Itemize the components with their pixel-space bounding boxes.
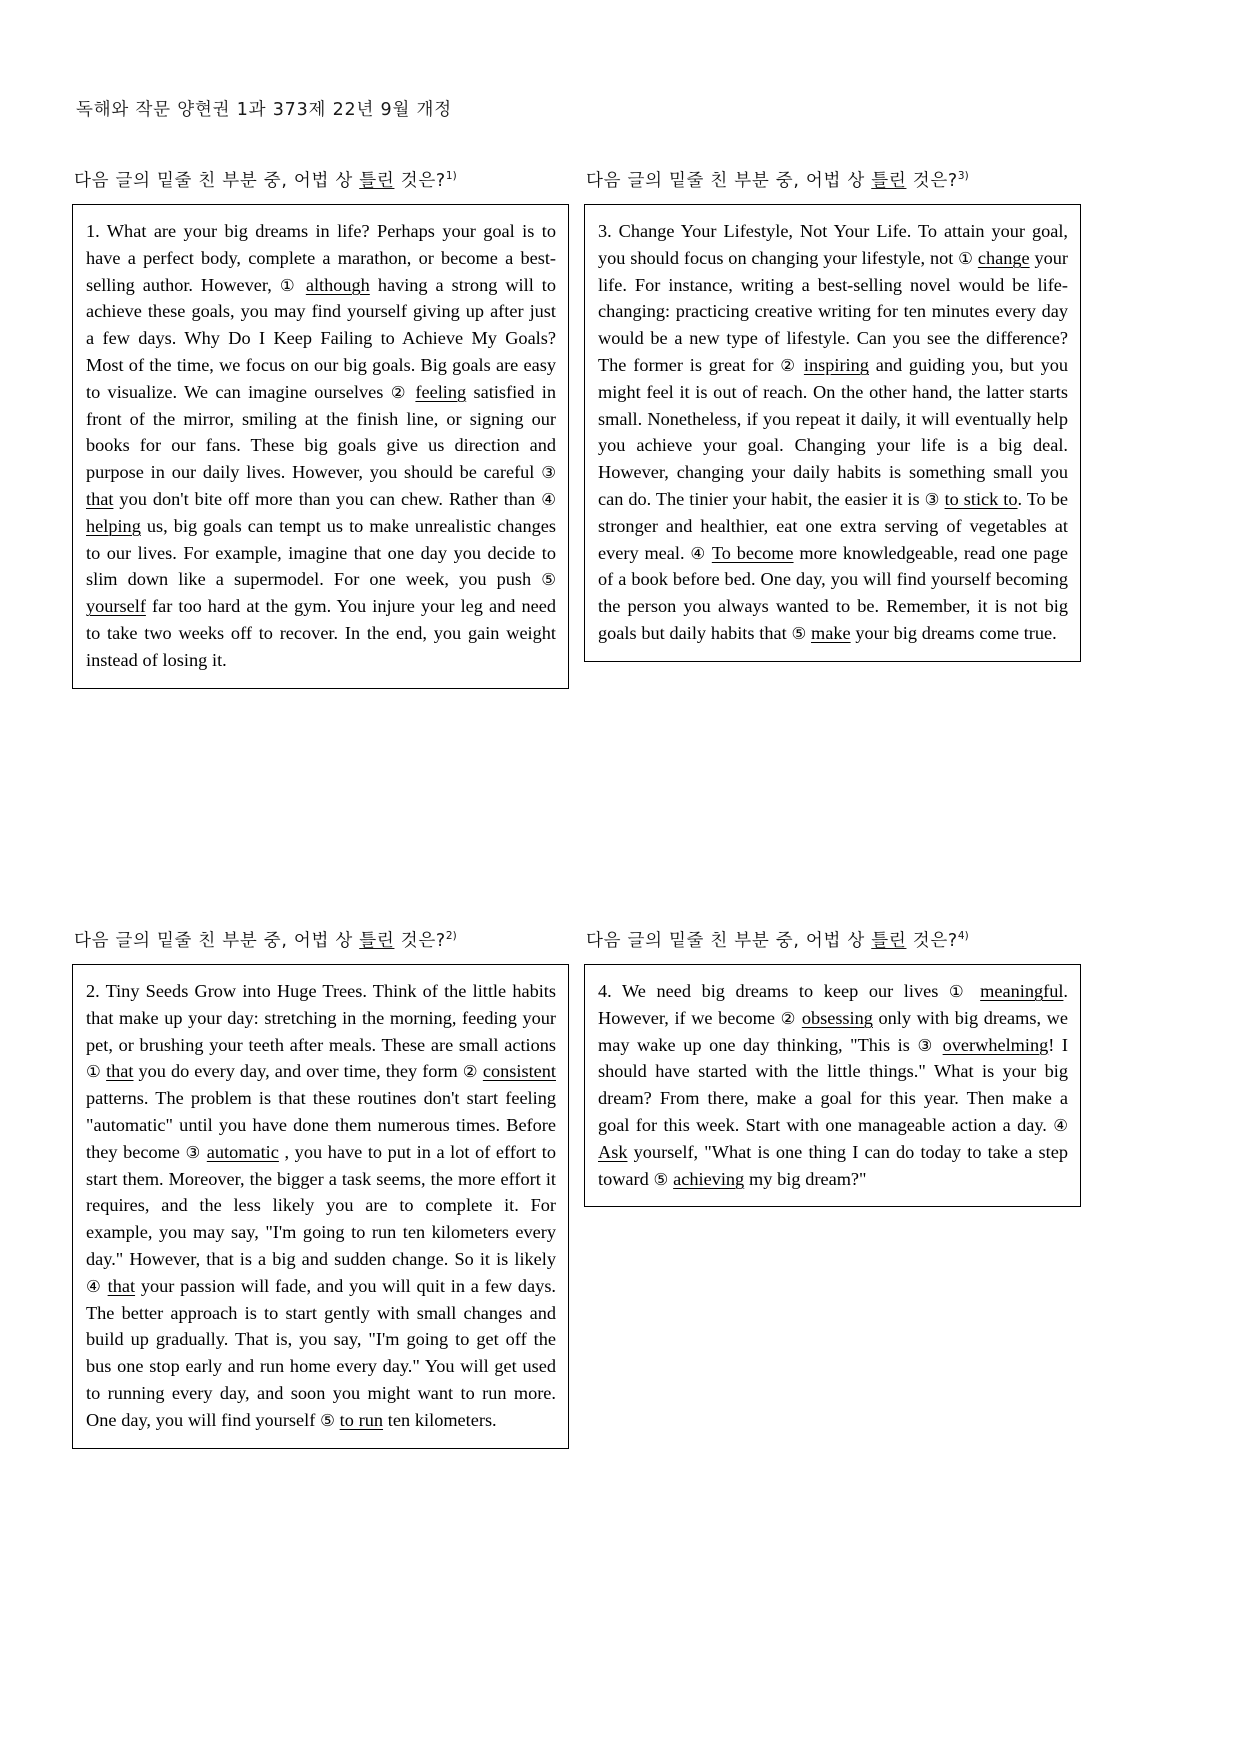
choice-number: ④ <box>690 543 707 563</box>
passage-box-2 <box>72 964 569 1449</box>
question-grid <box>72 167 1170 1449</box>
answer-choice-underline[interactable]: that <box>86 488 114 509</box>
answer-choice-underline[interactable]: Ask <box>598 1141 628 1162</box>
answer-choice-underline[interactable]: make <box>811 622 851 643</box>
choice-number: ① <box>279 275 298 295</box>
answer-choice-underline[interactable]: meaningful <box>980 981 1064 1001</box>
answer-choice-underline[interactable]: achieving <box>673 1168 745 1189</box>
choice-number: ④ <box>1053 1115 1068 1135</box>
choice-number: ③ <box>185 1142 202 1162</box>
question-header-4 <box>586 927 1081 952</box>
choice-number: ② <box>780 1008 797 1028</box>
question-header-prefix: 다음 글의 밑줄 친 부분 중, 어법 상 <box>586 171 872 191</box>
answer-choice-underline[interactable]: yourself <box>86 596 146 617</box>
choice-number: ③ <box>917 1035 936 1055</box>
question-header-1 <box>74 167 569 192</box>
choice-number: ③ <box>541 463 556 483</box>
choice-number: ⑤ <box>653 1169 669 1189</box>
choice-number: ① <box>948 982 970 1001</box>
passage-text-4: 4. We need big dreams to keep our lives ① meaningful. However, if we become ② obsessing only with big dreams, we may wake up one day thinking, "This is ③ overwhelming! I should have started with the little things." What is your big dream? From there, make a goal for this year. Then make a goal for this week. Start with one manageable action a day. ④ Ask yourself, "What is one thing I can do today to take a step toward ⑤ achieving my big dream?" <box>598 981 1069 1189</box>
answer-choice-underline[interactable]: to stick to <box>944 488 1018 509</box>
footnote-marker-1: 1) <box>445 170 457 183</box>
passage-box-4 <box>584 964 1081 1207</box>
question-header-3 <box>586 167 1081 192</box>
question-header-keyword: 틀린 <box>871 171 907 191</box>
answer-choice-underline[interactable]: feeling <box>415 381 467 402</box>
passage-text-1: 1. What are your big dreams in life? Perhaps your goal is to have a perfect body, complete a marathon, or become a best-selling author. However, ① although having a strong will to achieve these goals, you may find yourself giving up after just a few days. Why Do I Keep Failing to Achieve My Goals? Most of the time, we focus on our big goals. Big goals are easy to visualize. We can imagine ourselves ② feeling satisfied in front of the mirror, smiling at the finish line, or signing our books for our fans. These big goals give us direction and purpose in our daily lives. However, you should be careful ③ that you don't bite off more than you can chew. Rather than ④ helping us, big goals can tempt us to make unrealistic changes to our lives. For example, imagine that one day you decide to slim down like a supermodel. For one week, you push ⑤ yourself far too hard at the gym. You injure your leg and need to take two weeks off to recover. In the end, you gain weight instead of losing it. <box>86 221 556 670</box>
choice-number: ② <box>780 355 798 375</box>
answer-choice-underline[interactable]: change <box>977 247 1030 268</box>
answer-choice-underline[interactable]: To become <box>711 542 794 563</box>
question-header-suffix: 것은? <box>906 171 958 191</box>
question-header-suffix: 것은? <box>394 171 446 191</box>
question-header-suffix: 것은? <box>394 931 446 951</box>
question-cell-4 <box>584 927 1081 1207</box>
answer-choice-underline[interactable]: that <box>107 1275 136 1296</box>
passage-text-3: 3. Change Your Lifestyle, Not Your Life. To attain your goal, you should focus on changing your lifestyle, not ① change your life. For instance, writing a best-selling novel would be life-changing: practicing creative writing for ten minutes every day would be a new type of lifestyle. Can you see the difference? The former is great for ② inspiring and guiding you, but you might feel it is out of reach. On the other hand, the latter starts small. Nonetheless, if you repeat it daily, it will eventually help you achieve your goal. Changing your life is a big deal. However, changing your daily habits is something small you can do. The tinier your habit, the easier it is ③ to stick to. To be stronger and healthier, eat one extra serving of vegetables at every meal. ④ To become more knowledgeable, read one page of a book before bed. One day, you will find yourself becoming the person you always wanted to be. Remember, it is not big goals but daily habits that ⑤ make your big dreams come true. <box>598 221 1069 643</box>
answer-choice-underline[interactable]: obsessing <box>801 1007 873 1028</box>
choice-number: ⑤ <box>541 570 556 590</box>
question-header-prefix: 다음 글의 밑줄 친 부분 중, 어법 상 <box>74 171 360 191</box>
footnote-marker-3: 3) <box>957 170 969 183</box>
question-header-suffix: 것은? <box>906 931 958 951</box>
choice-number: ⑤ <box>791 623 807 643</box>
question-header-2 <box>74 927 569 952</box>
document-header: 독해와 작문 양현권 1과 373제 22년 9월 개정 <box>76 100 452 120</box>
choice-number: ② <box>462 1062 478 1082</box>
choice-number: ③ <box>924 489 940 509</box>
answer-choice-underline[interactable]: automatic <box>206 1141 279 1162</box>
choice-number: ② <box>390 382 409 402</box>
choice-number: ① <box>86 1062 102 1082</box>
choice-number: ① <box>958 248 974 268</box>
question-header-prefix: 다음 글의 밑줄 친 부분 중, 어법 상 <box>586 931 872 951</box>
question-cell-2 <box>72 927 569 1449</box>
answer-choice-underline[interactable]: that <box>106 1061 134 1082</box>
passage-text-2: 2. Tiny Seeds Grow into Huge Trees. Think of the little habits that make up your day: stretching in the morning, feeding your pet, or brushing your teeth after meals. These are small actions ① that you do every day, and over time, they form ② consistent patterns. The problem is that these routines don't start feeling "automatic" until you have done them numerous times. Before they become ③ automatic , you have to put in a lot of effort to start them. Moreover, the bigger a task seems, the more effort it requires, and the less likely you are to complete it. For example, you may say, "I'm going to run ten kilometers every day." However, that is a big and sudden change. So it is likely ④ that your passion will fade, and you will quit in a few days. The better approach is to start gently with small changes and build up gradually. That is, you say, "I'm going to get off the bus one stop early and run home every day." You will get used to running every day, and soon you might want to run more. One day, you will find yourself ⑤ to run ten kilometers. <box>86 981 557 1430</box>
answer-choice-underline[interactable]: overwhelming <box>942 1034 1049 1055</box>
question-cell-1 <box>72 167 569 927</box>
question-header-keyword: 틀린 <box>871 931 907 951</box>
answer-choice-underline[interactable]: to run <box>339 1409 384 1430</box>
footnote-marker-4: 4) <box>957 930 969 943</box>
question-cell-3 <box>584 167 1081 927</box>
choice-number: ④ <box>541 489 556 509</box>
question-header-prefix: 다음 글의 밑줄 친 부분 중, 어법 상 <box>74 931 360 951</box>
choice-number: ⑤ <box>320 1410 335 1430</box>
answer-choice-underline[interactable]: consistent <box>482 1061 556 1082</box>
passage-box-3 <box>584 204 1081 662</box>
passage-box-1 <box>72 204 569 689</box>
question-header-keyword: 틀린 <box>359 171 395 191</box>
answer-choice-underline[interactable]: inspiring <box>803 354 869 375</box>
answer-choice-underline[interactable]: helping <box>86 515 141 536</box>
choice-number: ④ <box>86 1276 102 1296</box>
question-header-keyword: 틀린 <box>359 931 395 951</box>
footnote-marker-2: 2) <box>445 930 457 943</box>
answer-choice-underline[interactable]: although <box>305 274 370 295</box>
